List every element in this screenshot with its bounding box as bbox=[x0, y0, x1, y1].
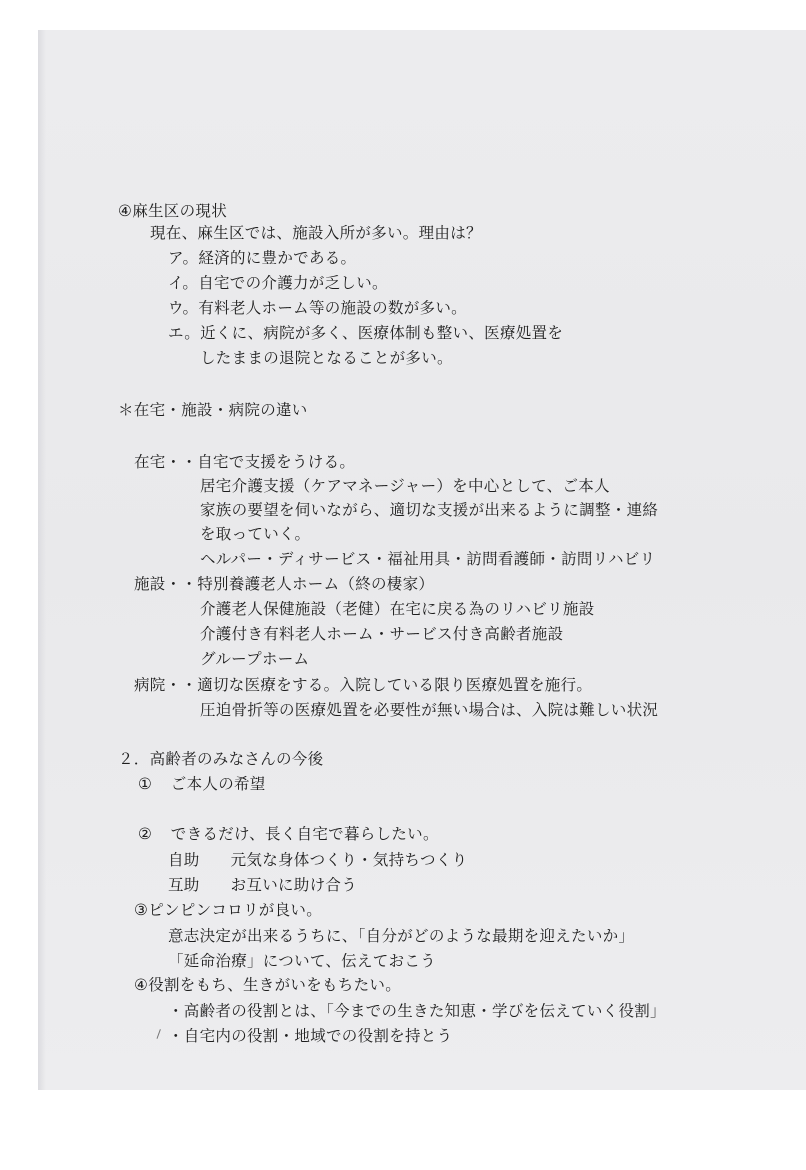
sheet-edge-shadow bbox=[38, 30, 46, 1090]
facility-line: 介護付き有料老人ホーム・サービス付き高齢者施設 bbox=[200, 625, 564, 643]
item1-text: ご本人の希望 bbox=[170, 775, 266, 793]
item3-line: 「延命治療」について、伝えておこう bbox=[168, 952, 436, 970]
home-line: 家族の要望を伺いながら、適切な支援が出来るように調整・連絡 bbox=[200, 501, 659, 519]
self-help-row bbox=[168, 849, 467, 871]
facility-row bbox=[134, 573, 434, 595]
item2-text: できるだけ、長く自宅で暮らしたい。 bbox=[170, 825, 439, 843]
reason-i: イ。自宅での介護力が乏しい。 bbox=[168, 274, 388, 292]
item4: ④役割をもち、生きがいをもちたい。 bbox=[134, 976, 401, 994]
mutual-help-desc: お互いに助け合う bbox=[230, 876, 358, 894]
facility-line: グループホーム bbox=[200, 650, 310, 668]
home-label: 在宅・・ bbox=[134, 453, 198, 471]
item3-line: 意志決定が出来るうちに、「自分がどのような最期を迎えたいか」 bbox=[168, 927, 635, 945]
differences-heading: ＊在宅・施設・病院の違い bbox=[118, 401, 308, 419]
facility-line: 介護老人保健施設（老健）在宅に戻る為のリハビリ施設 bbox=[200, 600, 595, 618]
home-row bbox=[134, 451, 355, 473]
item1 bbox=[138, 773, 266, 795]
reason-u: ウ。有料老人ホーム等の施設の数が多い。 bbox=[168, 299, 467, 317]
item3: ③ピンピンコロリが良い。 bbox=[134, 901, 322, 919]
hospital-row bbox=[134, 674, 592, 696]
reason-e: エ。近くに、病院が多く、医療体制も整い、医療処置を bbox=[168, 324, 564, 342]
item4-bullet: ・自宅内の役割・地域での役割を持とう bbox=[168, 1027, 453, 1045]
hospital-label: 病院・・ bbox=[134, 676, 198, 694]
self-help-desc: 元気な身体つくり・気持ちつくり bbox=[230, 851, 468, 869]
home-line: 居宅介護支援（ケアマネージャー）を中心として、ご本人 bbox=[200, 477, 610, 495]
item2-number: ② bbox=[138, 825, 153, 843]
section4-intro: 現在、麻生区では、施設入所が多い。理由は？ bbox=[150, 224, 482, 242]
home-line: ヘルパー・ディサービス・福祉用具・訪問看護師・訪問リハビリ bbox=[200, 550, 656, 568]
home-line: 自宅で支援をうける。 bbox=[197, 453, 356, 471]
item1-number: ① bbox=[138, 775, 153, 793]
hospital-line: 適切な医療をする。入院している限り医療処置を施行。 bbox=[197, 676, 593, 694]
reason-a: ア。経済的に豊かである。 bbox=[168, 249, 357, 267]
mutual-help-term: 互助 bbox=[168, 876, 200, 894]
home-line: を取っていく。 bbox=[200, 525, 311, 543]
facility-line: 特別養護老人ホーム（終の棲家） bbox=[197, 575, 435, 593]
facility-label: 施設・・ bbox=[134, 575, 198, 593]
mutual-help-row bbox=[168, 874, 357, 896]
item4-bullet: ・高齢者の役割とは、「今までの生きた知恵・学びを伝えていく役割」 bbox=[168, 1002, 666, 1020]
self-help-term: 自助 bbox=[168, 851, 200, 869]
reason-e-continued: したままの退院となることが多い。 bbox=[200, 349, 453, 367]
section2-heading: ２．高齢者のみなさんの今後 bbox=[118, 750, 324, 768]
item2 bbox=[138, 823, 439, 845]
section4-heading: ④麻生区の現状 bbox=[118, 202, 227, 220]
hospital-line: 圧迫骨折等の医療処置を必要性が無い場合は、入院は難しい状況 bbox=[200, 701, 659, 719]
